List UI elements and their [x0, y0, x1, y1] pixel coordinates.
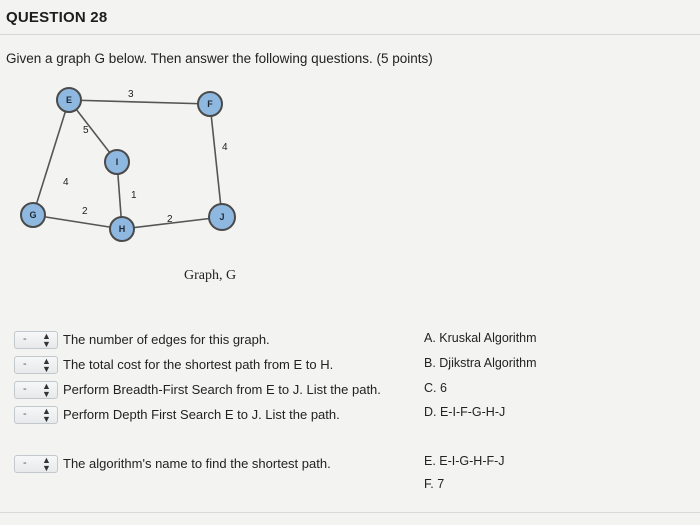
weight-label-E-I: 5: [83, 125, 89, 136]
answer-option: A. Kruskal Algorithm: [424, 331, 537, 345]
edge-G-E: [33, 100, 69, 215]
graph-node-E: [57, 88, 81, 112]
edge-E-F: [69, 100, 210, 104]
chevron-updown-icon: ▲ ▼: [42, 331, 51, 349]
answer-dropdown[interactable]: [14, 381, 58, 399]
graph-node-J: [209, 204, 235, 230]
match-row: [14, 380, 434, 402]
match-row: [14, 330, 434, 352]
match-question-text: The algorithm's name to find the shortest path.: [63, 456, 331, 471]
match-row: [14, 405, 434, 427]
edge-G-H: [33, 215, 122, 229]
weight-label-I-H: 1: [131, 190, 137, 201]
dropdown-value: -: [23, 333, 27, 345]
answer-dropdown[interactable]: [14, 356, 58, 374]
graph-node-H: [110, 217, 134, 241]
graph-node-F: [198, 92, 222, 116]
answer-option: F. 7: [424, 477, 445, 491]
weight-label-E-F: 3: [128, 89, 134, 100]
answer-option: D. E-I-F-G-H-J: [424, 405, 506, 419]
answer-dropdown[interactable]: [14, 455, 58, 473]
answer-dropdown[interactable]: [14, 406, 58, 424]
chevron-updown-icon: ▲ ▼: [42, 381, 51, 399]
weight-label-H-J: 2: [167, 214, 173, 225]
node-label: F: [207, 99, 213, 109]
chevron-updown-icon: ▲ ▼: [42, 406, 51, 424]
question-title: QUESTION 28: [6, 9, 108, 26]
graph-node-G: [21, 203, 45, 227]
chevron-updown-icon: ▲ ▼: [42, 455, 51, 473]
question-header: [0, 0, 700, 35]
chevron-updown-icon: ▲ ▼: [42, 356, 51, 374]
edge-F-J: [210, 104, 222, 217]
match-row: [14, 454, 434, 476]
dropdown-value: -: [23, 383, 27, 395]
graph-node-I: [105, 150, 129, 174]
node-label: E: [65, 95, 73, 105]
node-label: G: [29, 210, 37, 220]
answer-option: E. E-I-G-H-F-J: [424, 454, 505, 468]
graph-caption: Graph, G: [184, 268, 237, 283]
answer-option: C. 6: [424, 381, 447, 395]
answer-dropdown[interactable]: [14, 331, 58, 349]
weight-label-G-E: 4: [63, 177, 69, 188]
node-label: H: [118, 224, 126, 234]
match-question-text: Perform Depth First Search E to J. List the path.: [63, 407, 340, 422]
dropdown-value: -: [23, 457, 27, 469]
match-question-text: The total cost for the shortest path from E to H.: [63, 357, 334, 372]
divider: [0, 512, 700, 513]
graph-figure: [0, 75, 260, 245]
answer-option: B. Djikstra Algorithm: [424, 356, 537, 370]
node-label: J: [219, 212, 225, 222]
match-question-text: Perform Breadth-First Search from E to J. List the path.: [63, 382, 381, 397]
dropdown-value: -: [23, 358, 27, 370]
match-row: [14, 355, 434, 377]
node-label: I: [115, 157, 119, 167]
weight-label-G-H: 2: [82, 206, 88, 217]
dropdown-value: -: [23, 408, 27, 420]
weight-label-F-J: 4: [222, 142, 228, 153]
match-question-text: The number of edges for this graph.: [63, 332, 270, 347]
question-prompt: Given a graph G below. Then answer the following questions. (5 points): [6, 51, 433, 66]
